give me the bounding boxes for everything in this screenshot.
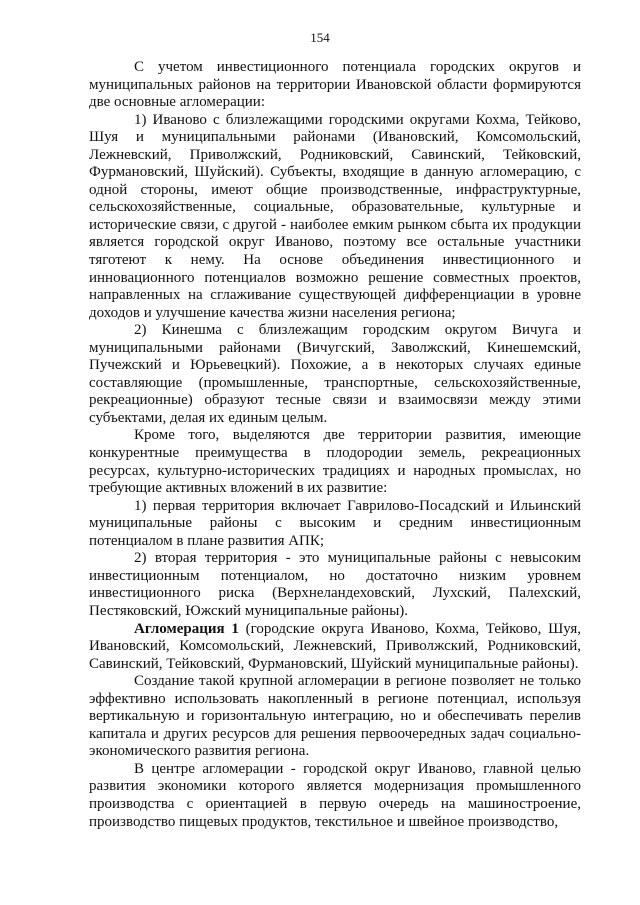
paragraph-territory-second: 2) вторая территория - это муниципальные районы с невысоким инвестиционным потенциалом, но достаточно низким уровнем инвестиционного риска (Верхнеландеховский, Лухский, Палехский, Пестяковский, Южский муниципальные районы).	[89, 550, 581, 619]
paragraph-agglomeration-1	[89, 621, 581, 674]
paragraph-development-territories: Кроме того, выделяются две территории развития, имеющие конкурентные преимущества в плодородии земель, рекреационных ресурсах, культурно-исторических традициях и народных промыслах, но требующие активных вложений в их развитие:	[89, 427, 581, 497]
paragraph-territory-first: 1) первая территория включает Гаврилово-Посадский и Ильинский муниципальные районы с высоким и средним инвестиционным потенциалом в плане развития АПК;	[89, 497, 581, 549]
paragraph-agglomeration-kineshma: 2) Кинешма с близлежащим городским округом Вичуга и муниципальными районами (Вичугский, Заволжский, Кинешемский, Пучежский и Юрьевецкий). Похожие, а в некоторых случаях единые составляющие (промышленные, транспортные, сельскохозяйственные, рекреационные) образуют тесные связи и взаимосвязи между этими субъектами, делая их единым целым.	[89, 322, 581, 426]
agglomeration-members: (городские округа Иваново, Кохма, Тейково, Шуя, Ивановский, Комсомольский, Лежневский, Приволжский, Родниковский, Савинский, Тейковский, Фурмановский, Шуйский муниципальные районы).	[89, 620, 581, 672]
paragraph-agglomeration-ivanovo: 1) Иваново с близлежащими городскими округами Кохма, Тейково, Шуя и муниципальными районами (Ивановский, Комсомольский, Лежневский, Приволжский, Родниковский, Савинский, Тейковский, Фурмановский, Шуйский). Субъекты, входящие в данную агломерацию, с одной стороны, имеют общие производственные, инфраструктурные, сельскохозяйственные, социальные, образовательные, культурные и исторические связи, с другой - наиболее емким рынком сбыта их продукции является городской округ Иваново, поэтому все остальные участники тяготеют к нему. На основе объединения инвестиционного и инновационного потенциалов возможно решение совместных проектов, направленных на сглаживание существующей дифференциации в уровне доходов и улучшение качества жизни населения региона;	[89, 111, 581, 321]
page-number: 154	[310, 30, 330, 45]
paragraph-intro: С учетом инвестиционного потенциала городских округов и муниципальных районов на территории Ивановской области формируются две основные агломерации:	[89, 59, 581, 111]
paragraph-creation: Создание такой крупной агломерации в регионе позволяет не только эффективно использовать накопленный в регионе потенциал, используя вертикальную и горизонтальную интеграцию, но и обеспечивать перелив капитала и других ресурсов для решения первоочередных задач социально-экономического развития региона.	[89, 673, 581, 760]
agglomeration-heading: Агломерация 1	[134, 620, 239, 637]
paragraph-center: В центре агломерации - городской округ Иваново, главной целью развития экономики которого является модернизация промышленного производства с ориентацией в первую очередь на машиностроение, производство пищевых продуктов, текстильное и швейное производство,	[89, 760, 581, 830]
document-body	[89, 59, 581, 831]
